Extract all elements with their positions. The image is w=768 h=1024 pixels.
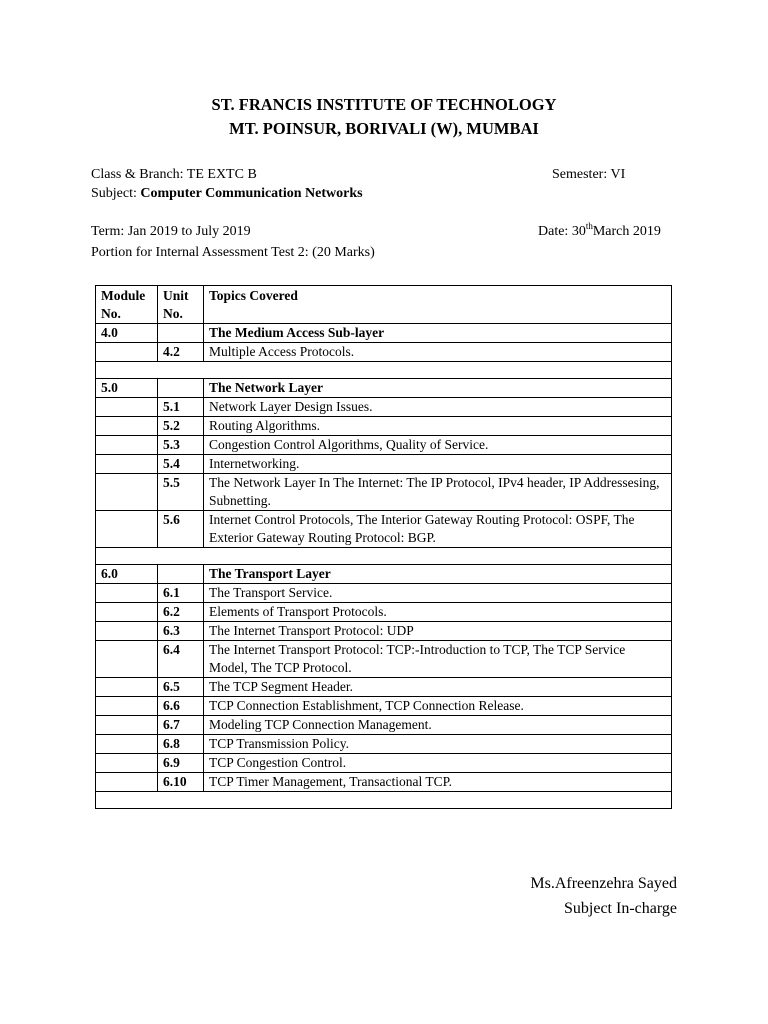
table-row: [96, 584, 672, 603]
spacer-row: [96, 548, 672, 565]
module-number: 5.0: [96, 379, 158, 398]
table-row: [96, 622, 672, 641]
module-number: 4.0: [96, 324, 158, 343]
section-row: [96, 379, 672, 398]
topic-text: The Network Layer In The Internet: The IP Protocol, IPv4 header, IP Addressesing, Subnetting.: [204, 474, 672, 511]
module-number-empty: [96, 735, 158, 754]
topic-text: The Transport Service.: [204, 584, 672, 603]
unit-number: 6.2: [158, 603, 204, 622]
section-row: [96, 324, 672, 343]
semester: Semester: VI: [552, 167, 626, 182]
module-number-empty: [96, 417, 158, 436]
module-number-empty: [96, 697, 158, 716]
subject: [91, 184, 363, 204]
unit-number: 6.5: [158, 678, 204, 697]
term: Term: Jan 2019 to July 2019: [91, 224, 251, 239]
unit-number: 5.6: [158, 511, 204, 548]
unit-number: 5.3: [158, 436, 204, 455]
topic-text: TCP Timer Management, Transactional TCP.: [204, 773, 672, 792]
institute-name: ST. FRANCIS INSTITUTE OF TECHNOLOGY: [211, 95, 557, 114]
section-title: The Network Layer: [204, 379, 672, 398]
table-body: [96, 324, 672, 809]
header-module-no: Module No.: [96, 286, 158, 324]
section-row: [96, 565, 672, 584]
unit-number-empty: [158, 379, 204, 398]
topic-text: Routing Algorithms.: [204, 417, 672, 436]
table-row: [96, 417, 672, 436]
topic-text: Network Layer Design Issues.: [204, 398, 672, 417]
module-number: 6.0: [96, 565, 158, 584]
module-number-empty: [96, 603, 158, 622]
table-row: [96, 716, 672, 735]
unit-number: 6.4: [158, 641, 204, 678]
date-suffix: March 2019: [592, 224, 661, 239]
table-row: [96, 398, 672, 417]
subject-value: Computer Communication Networks: [140, 186, 363, 201]
table-row: [96, 436, 672, 455]
unit-number: 4.2: [158, 343, 204, 362]
section-title: The Medium Access Sub-layer: [204, 324, 672, 343]
topic-text: The Internet Transport Protocol: TCP:-Introduction to TCP, The TCP Service Model, The TCP Protocol.: [204, 641, 672, 678]
institute-address: MT. POINSUR, BORIVALI (W), MUMBAI: [229, 119, 539, 138]
spacer-cell: [96, 362, 672, 379]
module-number-empty: [96, 716, 158, 735]
syllabus-table: [95, 285, 672, 809]
table-row: [96, 511, 672, 548]
topic-text: Congestion Control Algorithms, Quality of Service.: [204, 436, 672, 455]
topic-text: The Internet Transport Protocol: UDP: [204, 622, 672, 641]
unit-number: 6.3: [158, 622, 204, 641]
topic-text: Modeling TCP Connection Management.: [204, 716, 672, 735]
section-title: The Transport Layer: [204, 565, 672, 584]
module-number-empty: [96, 398, 158, 417]
date: [538, 222, 661, 242]
module-number-empty: [96, 754, 158, 773]
topic-text: Elements of Transport Protocols.: [204, 603, 672, 622]
unit-number: 6.10: [158, 773, 204, 792]
table-header-row: [96, 286, 672, 324]
spacer-row: [96, 792, 672, 809]
table-row: [96, 455, 672, 474]
topic-text: Internet Control Protocols, The Interior Gateway Routing Protocol: OSPF, The Exterior Gateway Routing Protocol: BGP.: [204, 511, 672, 548]
topic-text: TCP Connection Establishment, TCP Connection Release.: [204, 697, 672, 716]
unit-number: 6.9: [158, 754, 204, 773]
unit-number: 6.6: [158, 697, 204, 716]
header-unit-no: Unit No.: [158, 286, 204, 324]
table-row: [96, 603, 672, 622]
class-branch: Class & Branch: TE EXTC B: [91, 167, 257, 182]
unit-number-empty: [158, 565, 204, 584]
topic-text: TCP Congestion Control.: [204, 754, 672, 773]
signatory-name: Ms.Afreenzehra Sayed: [530, 875, 677, 892]
topic-text: TCP Transmission Policy.: [204, 735, 672, 754]
unit-number: 5.4: [158, 455, 204, 474]
unit-number: 6.1: [158, 584, 204, 603]
topic-text: The TCP Segment Header.: [204, 678, 672, 697]
unit-number: 5.1: [158, 398, 204, 417]
table-row: [96, 773, 672, 792]
date-prefix: Date: 30: [538, 224, 586, 239]
unit-number: 5.2: [158, 417, 204, 436]
table-row: [96, 754, 672, 773]
module-number-empty: [96, 343, 158, 362]
unit-number: 5.5: [158, 474, 204, 511]
unit-number: 6.8: [158, 735, 204, 754]
module-number-empty: [96, 678, 158, 697]
module-number-empty: [96, 641, 158, 678]
spacer-cell: [96, 548, 672, 565]
module-number-empty: [96, 773, 158, 792]
table-row: [96, 735, 672, 754]
unit-number-empty: [158, 324, 204, 343]
portion: Portion for Internal Assessment Test 2: (20 Marks): [91, 245, 375, 260]
module-number-empty: [96, 622, 158, 641]
unit-number: 6.7: [158, 716, 204, 735]
module-number-empty: [96, 584, 158, 603]
header-topics: Topics Covered: [204, 286, 672, 324]
spacer-cell: [96, 792, 672, 809]
table-row: [96, 343, 672, 362]
table-row: [96, 474, 672, 511]
module-number-empty: [96, 474, 158, 511]
table-row: [96, 678, 672, 697]
module-number-empty: [96, 511, 158, 548]
topic-text: Multiple Access Protocols.: [204, 343, 672, 362]
table-row: [96, 641, 672, 678]
module-number-empty: [96, 436, 158, 455]
subject-label: Subject:: [91, 186, 141, 201]
spacer-row: [96, 362, 672, 379]
module-number-empty: [96, 455, 158, 474]
date-superscript: th: [585, 221, 593, 231]
signatory-role: Subject In-charge: [564, 900, 677, 917]
topic-text: Internetworking.: [204, 455, 672, 474]
table-row: [96, 697, 672, 716]
